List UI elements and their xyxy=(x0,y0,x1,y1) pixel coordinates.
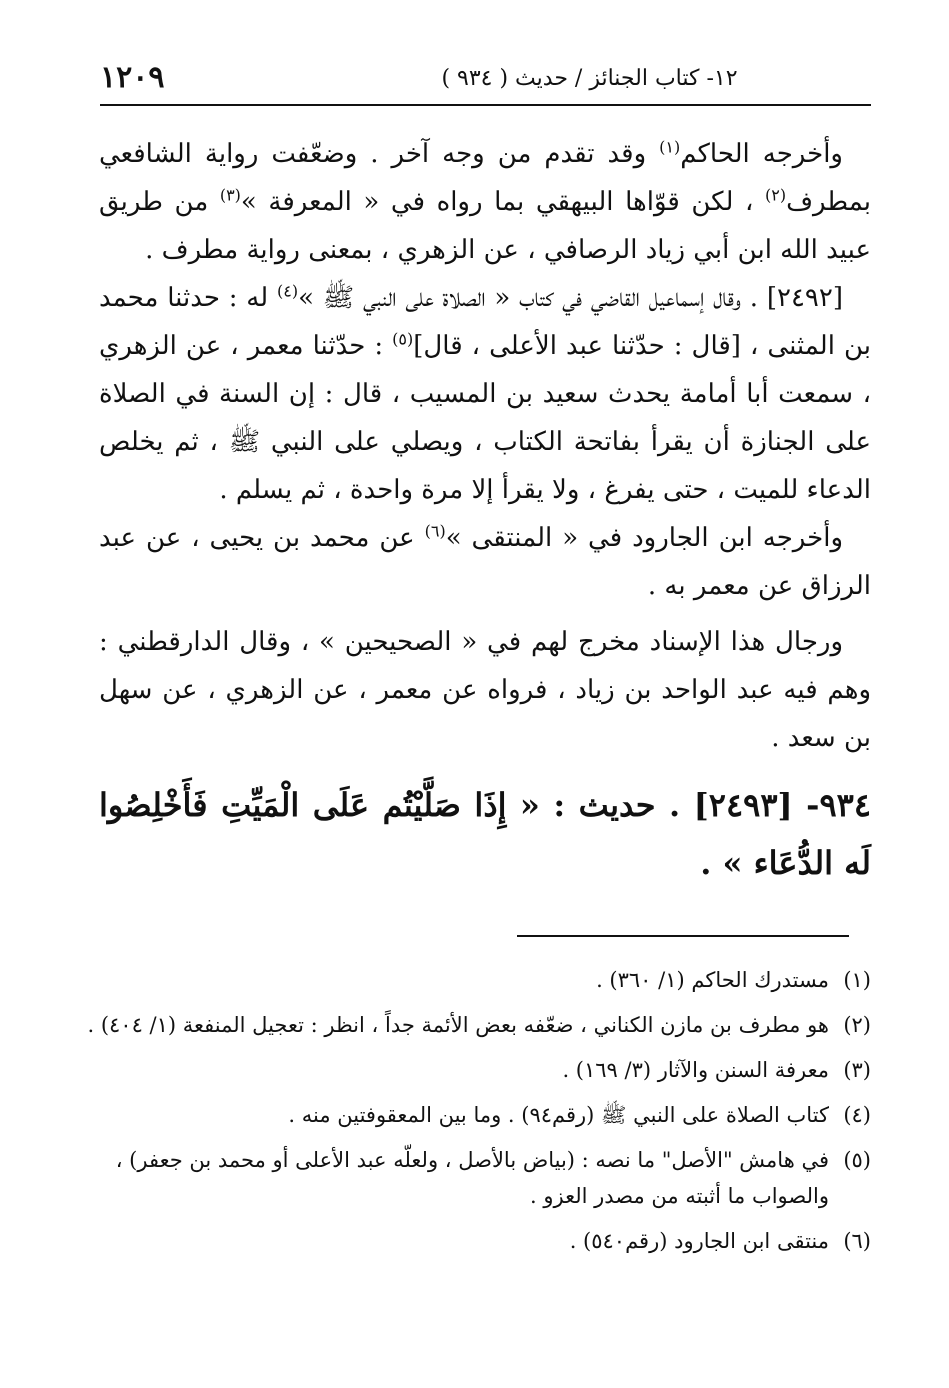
footnote-number: (٤) xyxy=(843,1103,871,1127)
text: وأخرجه ابن الجارود في « المنتقى » xyxy=(445,523,843,553)
text: وقد تقدم من وجه آخر . وضعّفت رواية الشافعي بمطرف xyxy=(99,139,871,217)
paragraph-3 xyxy=(99,514,871,610)
footnote-rule xyxy=(517,935,849,937)
footnote-ref: (١) xyxy=(659,137,681,157)
text: ، لكن قوّاها البيهقي بما رواه في « المعرفة » xyxy=(240,187,765,217)
footnote xyxy=(81,1142,871,1214)
footnote-text: كتاب الصلاة على النبي ﷺ (رقم٩٤) . وما بين المعقوفتين منه . xyxy=(288,1103,829,1127)
main-text xyxy=(99,130,871,892)
footnote-number: (١) xyxy=(843,968,871,992)
footnote-number: (٢) xyxy=(843,1013,871,1037)
footnote xyxy=(81,1097,871,1133)
paragraph-4: ورجال هذا الإسناد مخرج لهم في « الصحيحين » ، وقال الدارقطني : وهم فيه عبد الواحد بن زياد ، فرواه عن معمر ، عن الزهري ، عن سهل بن سعد . xyxy=(99,627,871,753)
footnote-ref: (٦) xyxy=(424,521,446,541)
footnote-ref: (٤) xyxy=(276,281,299,301)
text: من طريق عبيد الله ابن أبي زياد الرصافي ، عن الزهري ، بمعنى رواية مطرف . xyxy=(99,187,871,265)
page-number: ١٢٠٩ xyxy=(100,60,165,95)
footnote xyxy=(81,1223,871,1259)
page-header xyxy=(100,60,849,100)
footnote-ref: (٥) xyxy=(392,329,414,349)
paragraph-2 xyxy=(99,274,871,514)
footnote-ref: (٢) xyxy=(765,185,787,205)
text: وأخرجه الحاكم xyxy=(680,139,843,169)
footnote xyxy=(81,1052,871,1088)
footnote-text: هو مطرف بن مازن الكناني ، ضعّفه بعض الأئمة جداً ، انظر : تعجيل المنفعة (١/ ٤٠٤) . xyxy=(87,1013,829,1037)
footnote xyxy=(81,962,871,998)
hadith-heading: ٩٣٤- [٢٤٩٣] . حديث : « إِذَا صَلَّيْتُم عَلَى الْمَيِّتِ فَأَخْلِصُوا لَه الدُّعَاء » . xyxy=(99,786,871,882)
footnote-ref: (٣) xyxy=(219,185,241,205)
footnote-number: (٥) xyxy=(843,1148,871,1172)
footnotes xyxy=(81,962,871,1268)
footnote-number: (٣) xyxy=(843,1058,871,1082)
text: [٢٤٩٢] . وقال إسماعيل القاضي في كتاب « الصلاة على النبي ﷺ » xyxy=(298,283,843,313)
paragraph-1 xyxy=(99,130,871,274)
footnote-text: منتقى ابن الجارود (رقم٥٤٠) . xyxy=(569,1229,829,1253)
footnote-text: معرفة السنن والآثار (٣/ ١٦٩) . xyxy=(562,1058,829,1082)
footnote xyxy=(81,1007,871,1043)
footnote-text: في هامش "الأصل" ما نصه : (بياض بالأصل ، ولعلّه عبد الأعلى أو محمد بن جعفر) ، والصواب ما أثبته من مصدر العزو . xyxy=(115,1148,829,1208)
text: : حدّثنا معمر ، عن الزهري ، سمعت أبا أمامة يحدث سعيد بن المسيب ، قال : إن السنة في الصلاة على الجنازة أن يقرأ بفاتحة الكتاب ، ويصلي على النبي ﷺ ، ثم يخلص الدعاء للميت ، حتى يفرغ ، ولا يقرأ إلا مرة واحدة ، ثم يسلم . xyxy=(99,331,871,505)
text: له : حدثنا محمد بن المثنى ، [قال : حدّثنا عبد الأعلى ، قال] xyxy=(99,283,871,361)
footnote-text: مستدرك الحاكم (١/ ٣٦٠) . xyxy=(596,968,829,992)
running-head: ١٢- كتاب الجنائز / حديث ( ٩٣٤ ) xyxy=(441,66,738,91)
header-rule xyxy=(100,104,871,106)
text: عن محمد بن يحيى ، عن عبد الرزاق عن معمر به . xyxy=(99,523,871,601)
footnote-number: (٦) xyxy=(843,1229,871,1253)
